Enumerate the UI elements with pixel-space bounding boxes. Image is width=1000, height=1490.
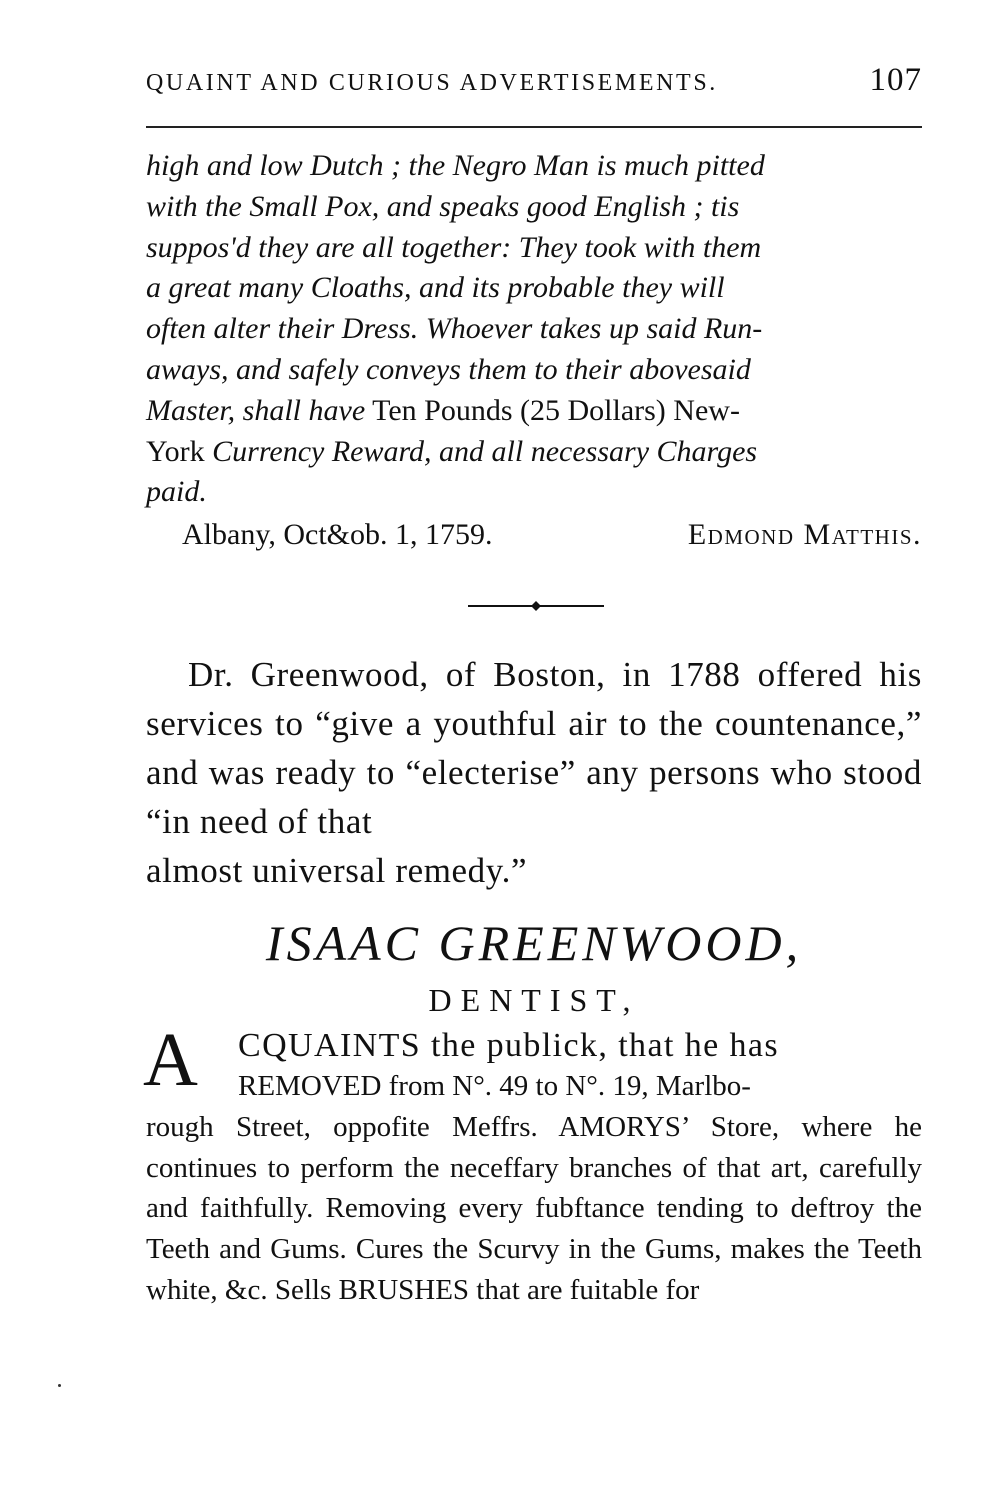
- place-date: Albany, Oct&ob. 1, 1759.: [182, 518, 493, 552]
- ad-line: paid.: [146, 475, 207, 509]
- ad-body-text: rough Street, oppofite Meffrs. AMORYS’ Store, where he continues to perform the neceffary branches of that art, carefully and faithfully. Removing every fubftance tending to deftroy the Teeth and Gums. Cures the Scurvy in the Gums, makes the Teeth white, &c. Sells BRUSHES that are fuitable for: [146, 1110, 922, 1306]
- narrative-text: Dr. Greenwood, of Boston, in 1788 offered his services to “give a youthful air to the countenance,” and was ready to “electerise” any persons who stood “in need of that: [146, 655, 922, 841]
- narrative-paragraph: [146, 650, 922, 895]
- ad-line: a great many Cloaths, and its probable they will: [146, 271, 725, 305]
- ad-lead-line: CQUAINTS the publick, that he has: [238, 1027, 780, 1064]
- section-divider-ornament: [468, 598, 604, 614]
- ad-roman-segment: Ten Pounds (25 Dollars) New-: [365, 393, 740, 427]
- page-number: 107: [869, 62, 922, 98]
- ad-line: aways, and safely conveys them to their abovesaid: [146, 352, 751, 386]
- drop-cap: A: [143, 1018, 198, 1102]
- ad-italic-segment: Currency Reward, and all necessary Charges: [212, 434, 758, 468]
- narrative-tail: almost universal remedy.”: [146, 851, 528, 890]
- advertiser-title: DENTIST,: [428, 982, 640, 1018]
- ad-second-line: REMOVED from N°. 49 to N°. 19, Marlbo-: [238, 1070, 751, 1102]
- signature-line: [146, 515, 922, 556]
- ad-line-reward: [146, 391, 922, 432]
- advertiser-heading: ISAAC GREENWOOD,: [265, 915, 803, 971]
- advertiser-name: Edmond Matthis.: [687, 518, 922, 552]
- ad-line: with the Small Pox, and speaks good English ; tis: [146, 189, 740, 223]
- ad-roman-segment: York: [146, 434, 213, 468]
- ad-line-currency: [146, 432, 922, 473]
- dentist-advertisement: [146, 1026, 922, 1311]
- ad-line: suppos'd they are all together: They took with them: [146, 230, 762, 264]
- header-rule: [146, 126, 922, 128]
- running-title: QUAINT AND CURIOUS ADVERTISEMENTS.: [146, 70, 718, 96]
- running-head: [146, 62, 922, 99]
- print-speck: [58, 1384, 61, 1387]
- ad-line: often alter their Dress. Whoever takes up said Run-: [146, 312, 763, 346]
- runaway-advertisement: [146, 146, 922, 556]
- ad-italic-segment: Master, shall have: [146, 393, 366, 427]
- ad-line: high and low Dutch ; the Negro Man is much pitted: [146, 149, 765, 182]
